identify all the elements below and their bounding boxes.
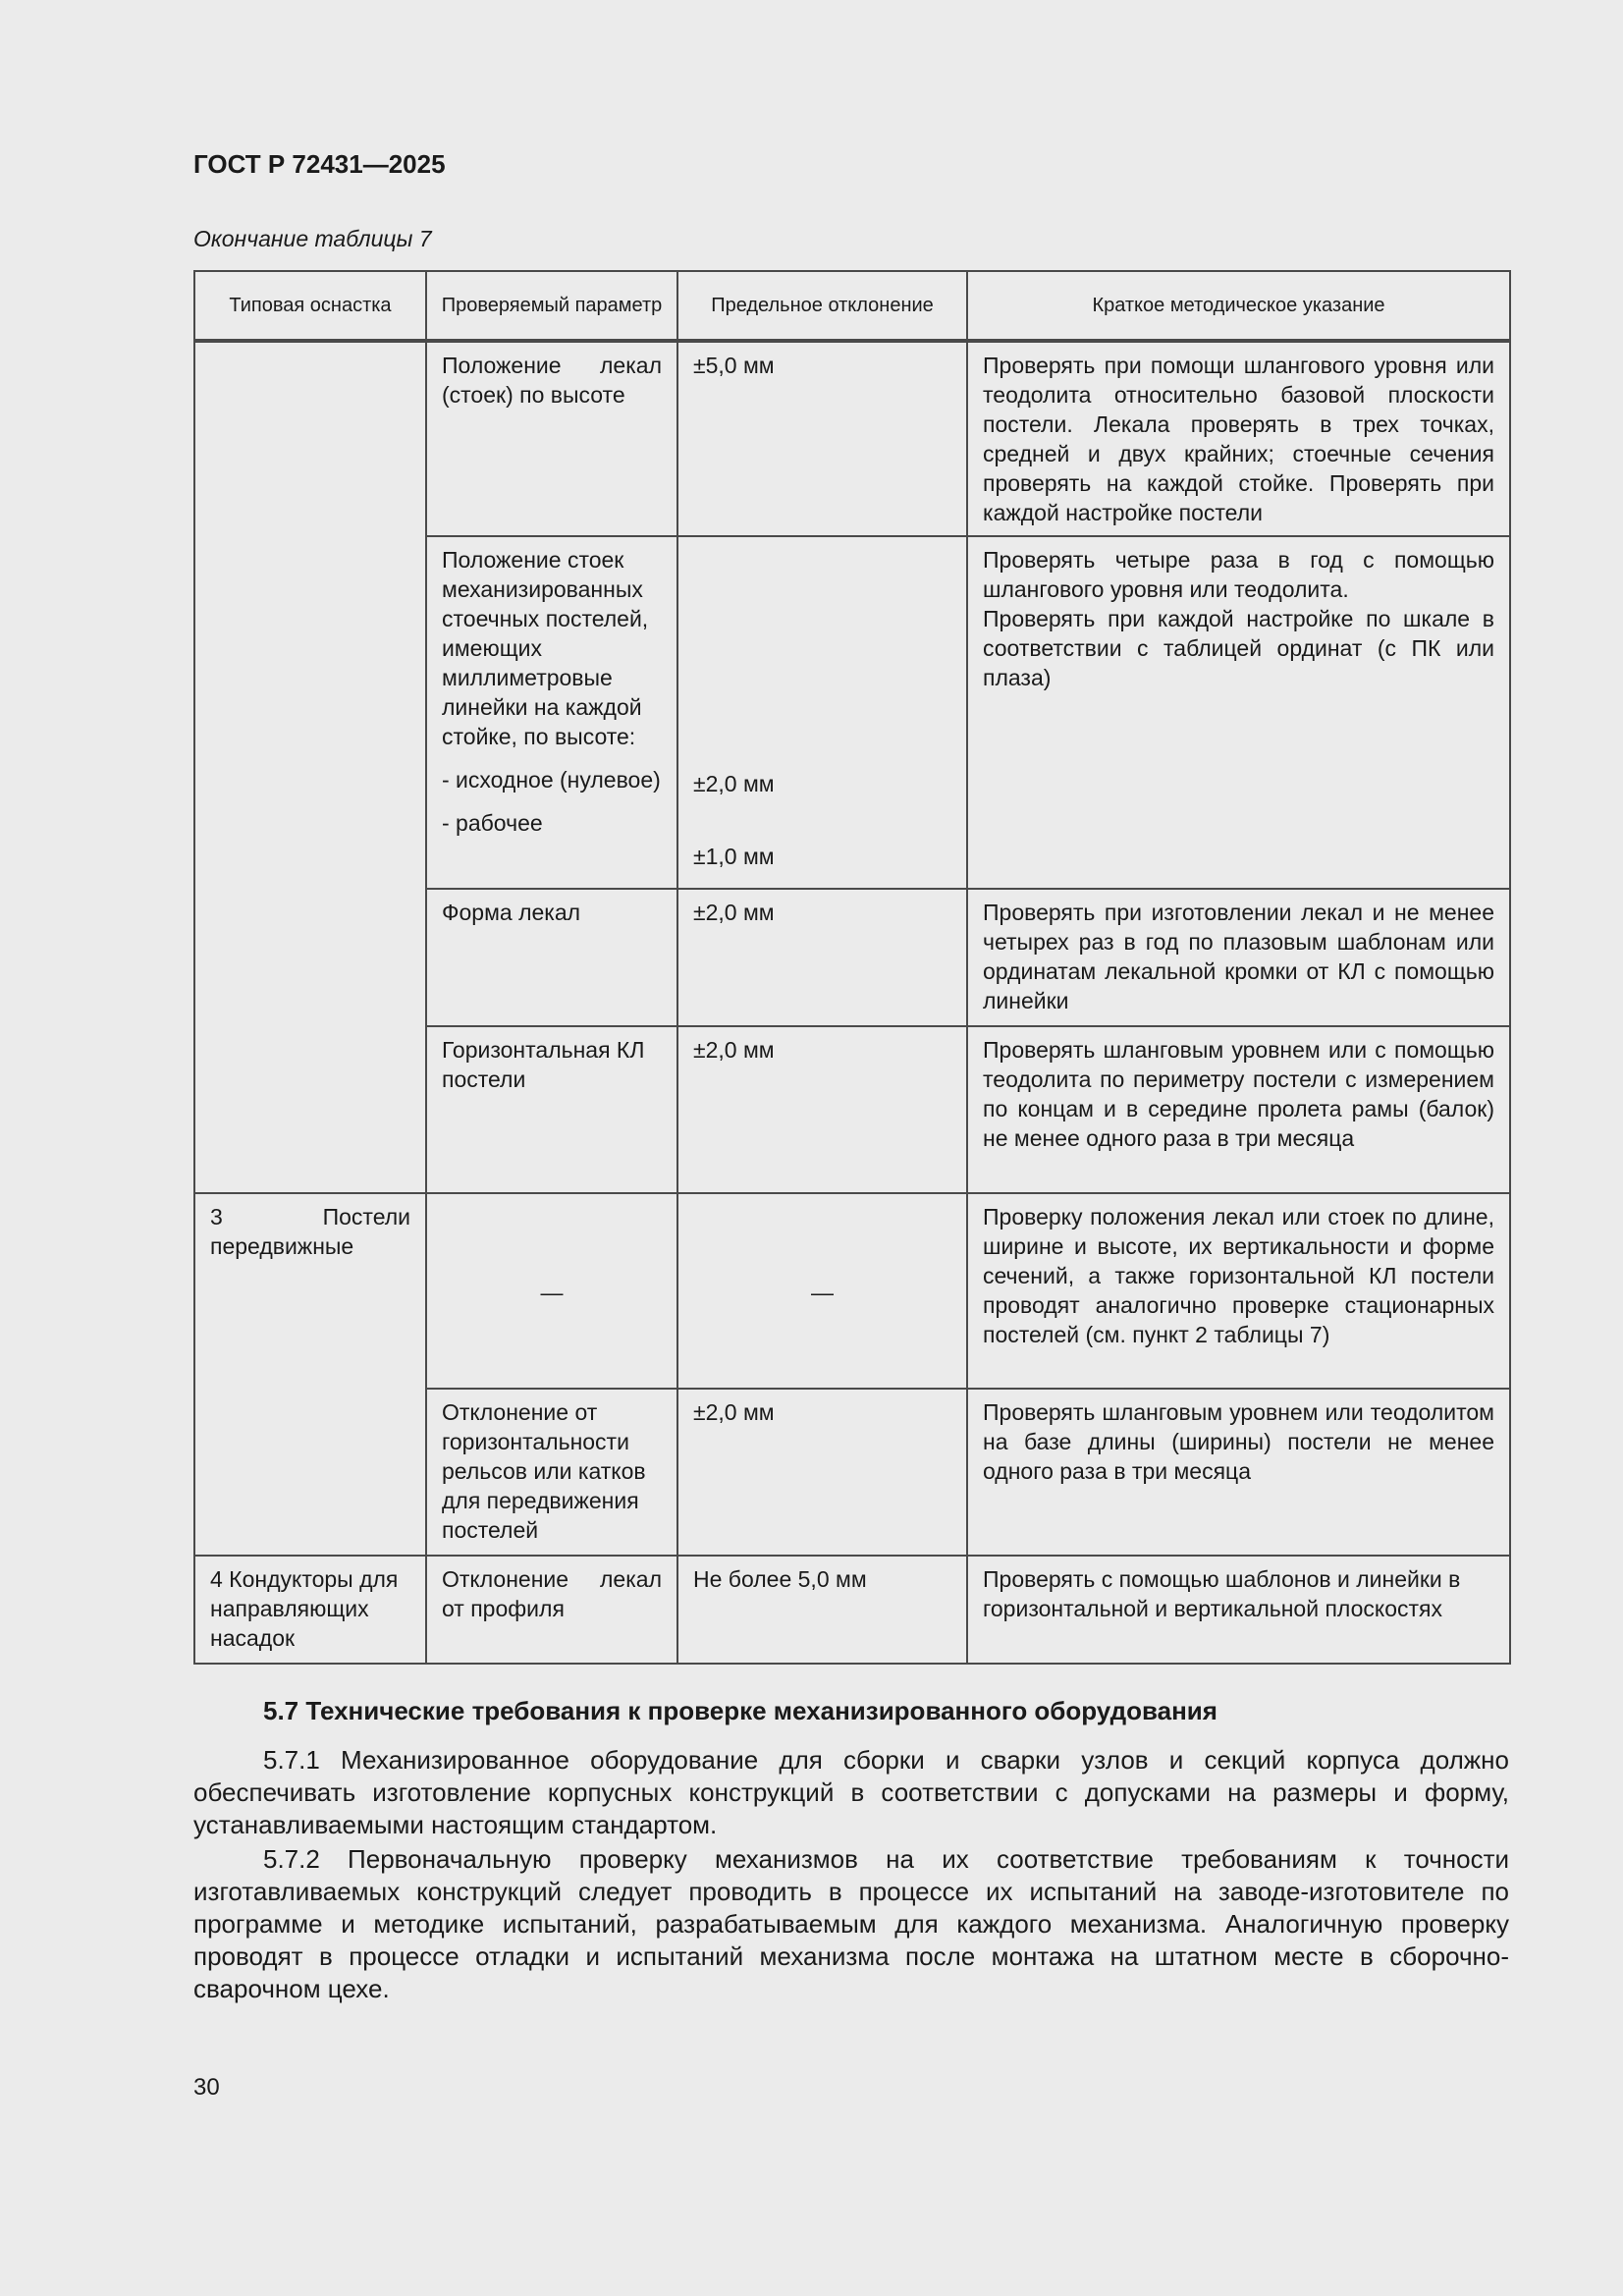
deviation-working: ±1,0 мм	[693, 844, 775, 869]
param-text: Положение стоек механизированных стоечных постелей, имеющих миллиметровые линейки на каждой стойке, по высоте:	[442, 547, 649, 749]
deviation-cell: ±2,0 мм	[677, 1026, 967, 1193]
col-header-parameter: Проверяемый параметр	[426, 271, 677, 340]
tolerance-table	[193, 270, 1511, 1665]
method-cell: Проверять при изготовлении лекал и не менее четырех раз в год по плазовым шаблонам или ординатам лекальной кромки от КЛ с помощью линейки	[967, 889, 1510, 1026]
param-cell: Горизонтальная КЛ постели	[426, 1026, 677, 1193]
table-caption: Окончание таблицы 7	[193, 226, 432, 251]
method-cell: Проверять шланговым уровнем или теодолитом на базе длины (ширины) постели не менее одного раза в три месяца	[967, 1389, 1510, 1556]
param-cell: Положение лекал (стоек) по высоте	[426, 342, 677, 536]
table-row	[194, 342, 1510, 536]
deviation-initial: ±2,0 мм	[693, 771, 775, 796]
method-cell: Проверять при помощи шлангового уровня или теодолита относительно базовой плоскости постели. Лекала проверять в трех точках, средней и двух крайних; стоечные сечения проверять на каждой стойке. Проверять при каждой настройке постели	[967, 342, 1510, 536]
method-cell: Проверять шланговым уровнем или с помощью теодолита по периметру постели с измерением по концам и в середине пролета рамы (балок) не менее одного раза в три месяца	[967, 1026, 1510, 1193]
equipment-cell: 4 Кондукторы для направляющих насадок	[194, 1556, 426, 1664]
deviation-cell: ±2,0 мм	[677, 889, 967, 1026]
method-cell: Проверку положения лекал или стоек по длине, ширине и высоте, их вертикальности и форме сечений, а также горизонтальной КЛ постели проводят аналогично проверке стационарных постелей (см. пункт 2 таблицы 7)	[967, 1193, 1510, 1389]
param-sub-working: - рабочее	[442, 810, 543, 836]
section-heading: 5.7 Технические требования к проверке механизированного оборудования	[263, 1696, 1217, 1725]
param-sub-initial: - исходное (нулевое)	[442, 767, 661, 793]
paragraph-5-7-2: 5.7.2 Первоначальную проверку механизмов на их соответствие требованиям к точности изготавливаемых конструкций следует проводить в процессе их испытаний на заводе-изготовителе по программе и методике испытаний, разрабатываемым для каждого механизма. Аналогичную проверку проводят в процессе отладки и испытаний механизма после монтажа на штатном месте в сборочно-сварочном цехе.	[193, 1844, 1509, 2003]
deviation-cell: ±5,0 мм	[677, 342, 967, 536]
document-id: ГОСТ Р 72431—2025	[193, 149, 446, 179]
table-row	[194, 1193, 1510, 1389]
col-header-method: Краткое методическое указание	[967, 271, 1510, 340]
deviation-cell: ±2,0 мм	[677, 1389, 967, 1556]
equipment-cell: 3 Постели передвижные	[194, 1193, 426, 1556]
param-cell: Отклонение от горизонтальности рельсов или катков для передвижения постелей	[426, 1389, 677, 1556]
deviation-cell: —	[677, 1193, 967, 1389]
deviation-cell: Не более 5,0 мм	[677, 1556, 967, 1664]
param-cell	[426, 536, 677, 889]
param-cell: —	[426, 1193, 677, 1389]
page-number: 30	[193, 2074, 220, 2101]
equipment-cell-empty	[194, 342, 426, 1193]
table-row	[194, 1556, 1510, 1664]
paragraph-5-7-1: 5.7.1 Механизированное оборудование для сборки и сварки узлов и секций корпуса должно обеспечивать изготовление корпусных конструкций в соответствии с допусками на размеры и форму, устанавливаемыми настоящим стандартом.	[193, 1745, 1509, 1839]
method-line: Проверять четыре раза в год с помощью шлангового уровня или теодолита.	[983, 547, 1494, 602]
method-cell	[967, 536, 1510, 889]
method-line: Проверять при каждой настройке по шкале в соответствии с таблицей ординат (с ПК или плаза)	[983, 606, 1494, 690]
param-cell: Форма лекал	[426, 889, 677, 1026]
table-header-row	[194, 271, 1510, 340]
method-cell: Проверять с помощью шаблонов и линейки в горизонтальной и вертикальной плоскостях	[967, 1556, 1510, 1664]
col-header-equipment: Типовая оснастка	[194, 271, 426, 340]
param-cell: Отклонение лекал от профиля	[426, 1556, 677, 1664]
col-header-deviation: Предельное отклонение	[677, 271, 967, 340]
deviation-cell	[677, 536, 967, 889]
